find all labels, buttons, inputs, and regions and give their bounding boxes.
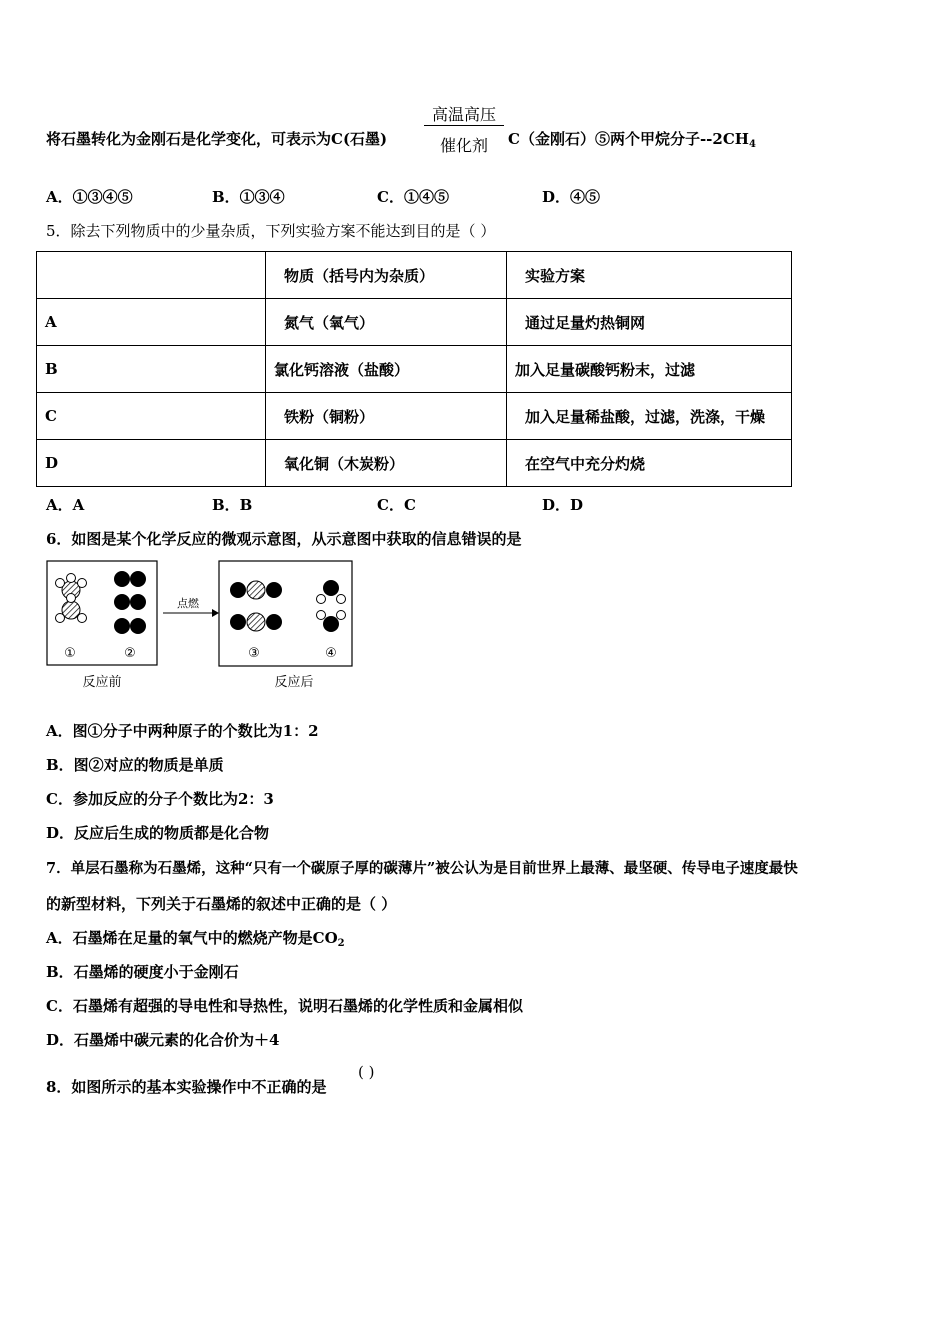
table-cell: 氧化铜（木炭粉） bbox=[266, 440, 507, 487]
q4-text-a: 将石墨转化为金刚石是化学变化，可表示为C(石墨) bbox=[46, 130, 388, 148]
reaction-condition bbox=[424, 100, 504, 156]
table-cell: C bbox=[37, 393, 266, 440]
q7-stem-line1: 7．单层石墨称为石墨烯，这种“只有一个碳原子厚的碳薄片”被公认为是目前世界上最薄、最坚硬、传导电子速度最快 bbox=[46, 860, 798, 877]
reaction-diagram bbox=[40, 556, 370, 696]
q8-stem: 8．如图所示的基本实验操作中不正确的是 bbox=[46, 1078, 327, 1096]
q7-stem-line2: 的新型材料，下列关于石墨烯的叙述中正确的是（ ） bbox=[46, 895, 397, 913]
table-cell: 氮气（氧气） bbox=[266, 299, 507, 346]
table-cell: B bbox=[37, 346, 266, 393]
q7-option-a-subscript: 2 bbox=[337, 938, 345, 949]
q5-option-b: B．B bbox=[212, 496, 253, 514]
q6-option-d: D．反应后生成的物质都是化合物 bbox=[46, 824, 270, 842]
table-header-cell: 物质（括号内为杂质） bbox=[266, 252, 507, 299]
co2-molecules bbox=[230, 581, 282, 631]
table-header-cell: 实验方案 bbox=[507, 252, 792, 299]
label-1: ① bbox=[64, 646, 76, 661]
table-cell: 加入足量碳酸钙粉末，过滤 bbox=[507, 346, 792, 393]
table-row bbox=[37, 393, 792, 440]
q7-option-c: C．石墨烯有超强的导电性和导热性，说明石墨烯的化学性质和金属相似 bbox=[46, 997, 523, 1015]
q5-table bbox=[36, 251, 792, 487]
molecule-1-bottom bbox=[56, 594, 87, 623]
q4-subscript: 4 bbox=[748, 139, 756, 150]
q5-option-c: C．C bbox=[377, 496, 416, 514]
q4-option-b: B．①③④ bbox=[212, 188, 285, 206]
table-cell: A bbox=[37, 299, 266, 346]
condition-bar bbox=[424, 125, 504, 126]
table-cell: 氯化钙溶液（盐酸） bbox=[266, 346, 507, 393]
arrow-head-icon bbox=[212, 609, 219, 617]
q6-stem: 6．如图是某个化学反应的微观示意图，从示意图中获取的信息错误的是 bbox=[46, 530, 522, 548]
q4-option-d: D．④⑤ bbox=[542, 188, 601, 206]
label-2: ② bbox=[124, 646, 136, 661]
q7-option-d: D．石墨烯中碳元素的化合价为＋4 bbox=[46, 1031, 280, 1049]
table-cell: 铁粉（铜粉） bbox=[266, 393, 507, 440]
after-caption: 反应后 bbox=[274, 675, 314, 690]
water-molecules bbox=[317, 580, 346, 632]
q5-option-a: A．A bbox=[46, 496, 85, 514]
table-cell: D bbox=[37, 440, 266, 487]
q7-option-a-text: A．石墨烯在足量的氧气中的燃烧产物是CO bbox=[46, 929, 338, 947]
q5-stem: 5．除去下列物质中的少量杂质，下列实验方案不能达到目的是（ ） bbox=[46, 222, 496, 240]
q4-text-b-line bbox=[508, 128, 756, 150]
q8-paren: ( ) bbox=[358, 1063, 375, 1081]
table-row bbox=[37, 299, 792, 346]
table-cell: 加入足量稀盐酸，过滤，洗涤，干燥 bbox=[507, 393, 792, 440]
q4-option-a: A．①③④⑤ bbox=[46, 188, 133, 206]
label-4: ④ bbox=[325, 646, 337, 661]
table-row bbox=[37, 440, 792, 487]
arrow-label: 点燃 bbox=[177, 597, 199, 610]
q6-option-b: B．图②对应的物质是单质 bbox=[46, 756, 224, 774]
before-caption: 反应前 bbox=[82, 675, 122, 690]
table-header-row bbox=[37, 252, 792, 299]
q4-text-b: C（金刚石）⑤两个甲烷分子--2CH bbox=[508, 130, 749, 148]
q5-option-d: D．D bbox=[542, 496, 584, 514]
q4-option-c: C．①④⑤ bbox=[377, 188, 449, 206]
condition-bottom: 催化剂 bbox=[439, 136, 488, 155]
q6-option-c: C．参加反应的分子个数比为2：3 bbox=[46, 790, 274, 808]
label-3: ③ bbox=[248, 646, 260, 661]
q4-equation-line bbox=[46, 128, 387, 149]
q7-option-a bbox=[46, 927, 345, 949]
table-cell: 通过足量灼热铜网 bbox=[507, 299, 792, 346]
oxygen-molecules bbox=[114, 571, 146, 634]
condition-top: 高温高压 bbox=[431, 105, 496, 124]
q6-option-a: A．图①分子中两种原子的个数比为1：2 bbox=[46, 722, 319, 740]
table-row bbox=[37, 346, 792, 393]
table-cell: 在空气中充分灼烧 bbox=[507, 440, 792, 487]
table-header-cell bbox=[37, 252, 266, 299]
q7-option-b: B．石墨烯的硬度小于金刚石 bbox=[46, 963, 239, 981]
